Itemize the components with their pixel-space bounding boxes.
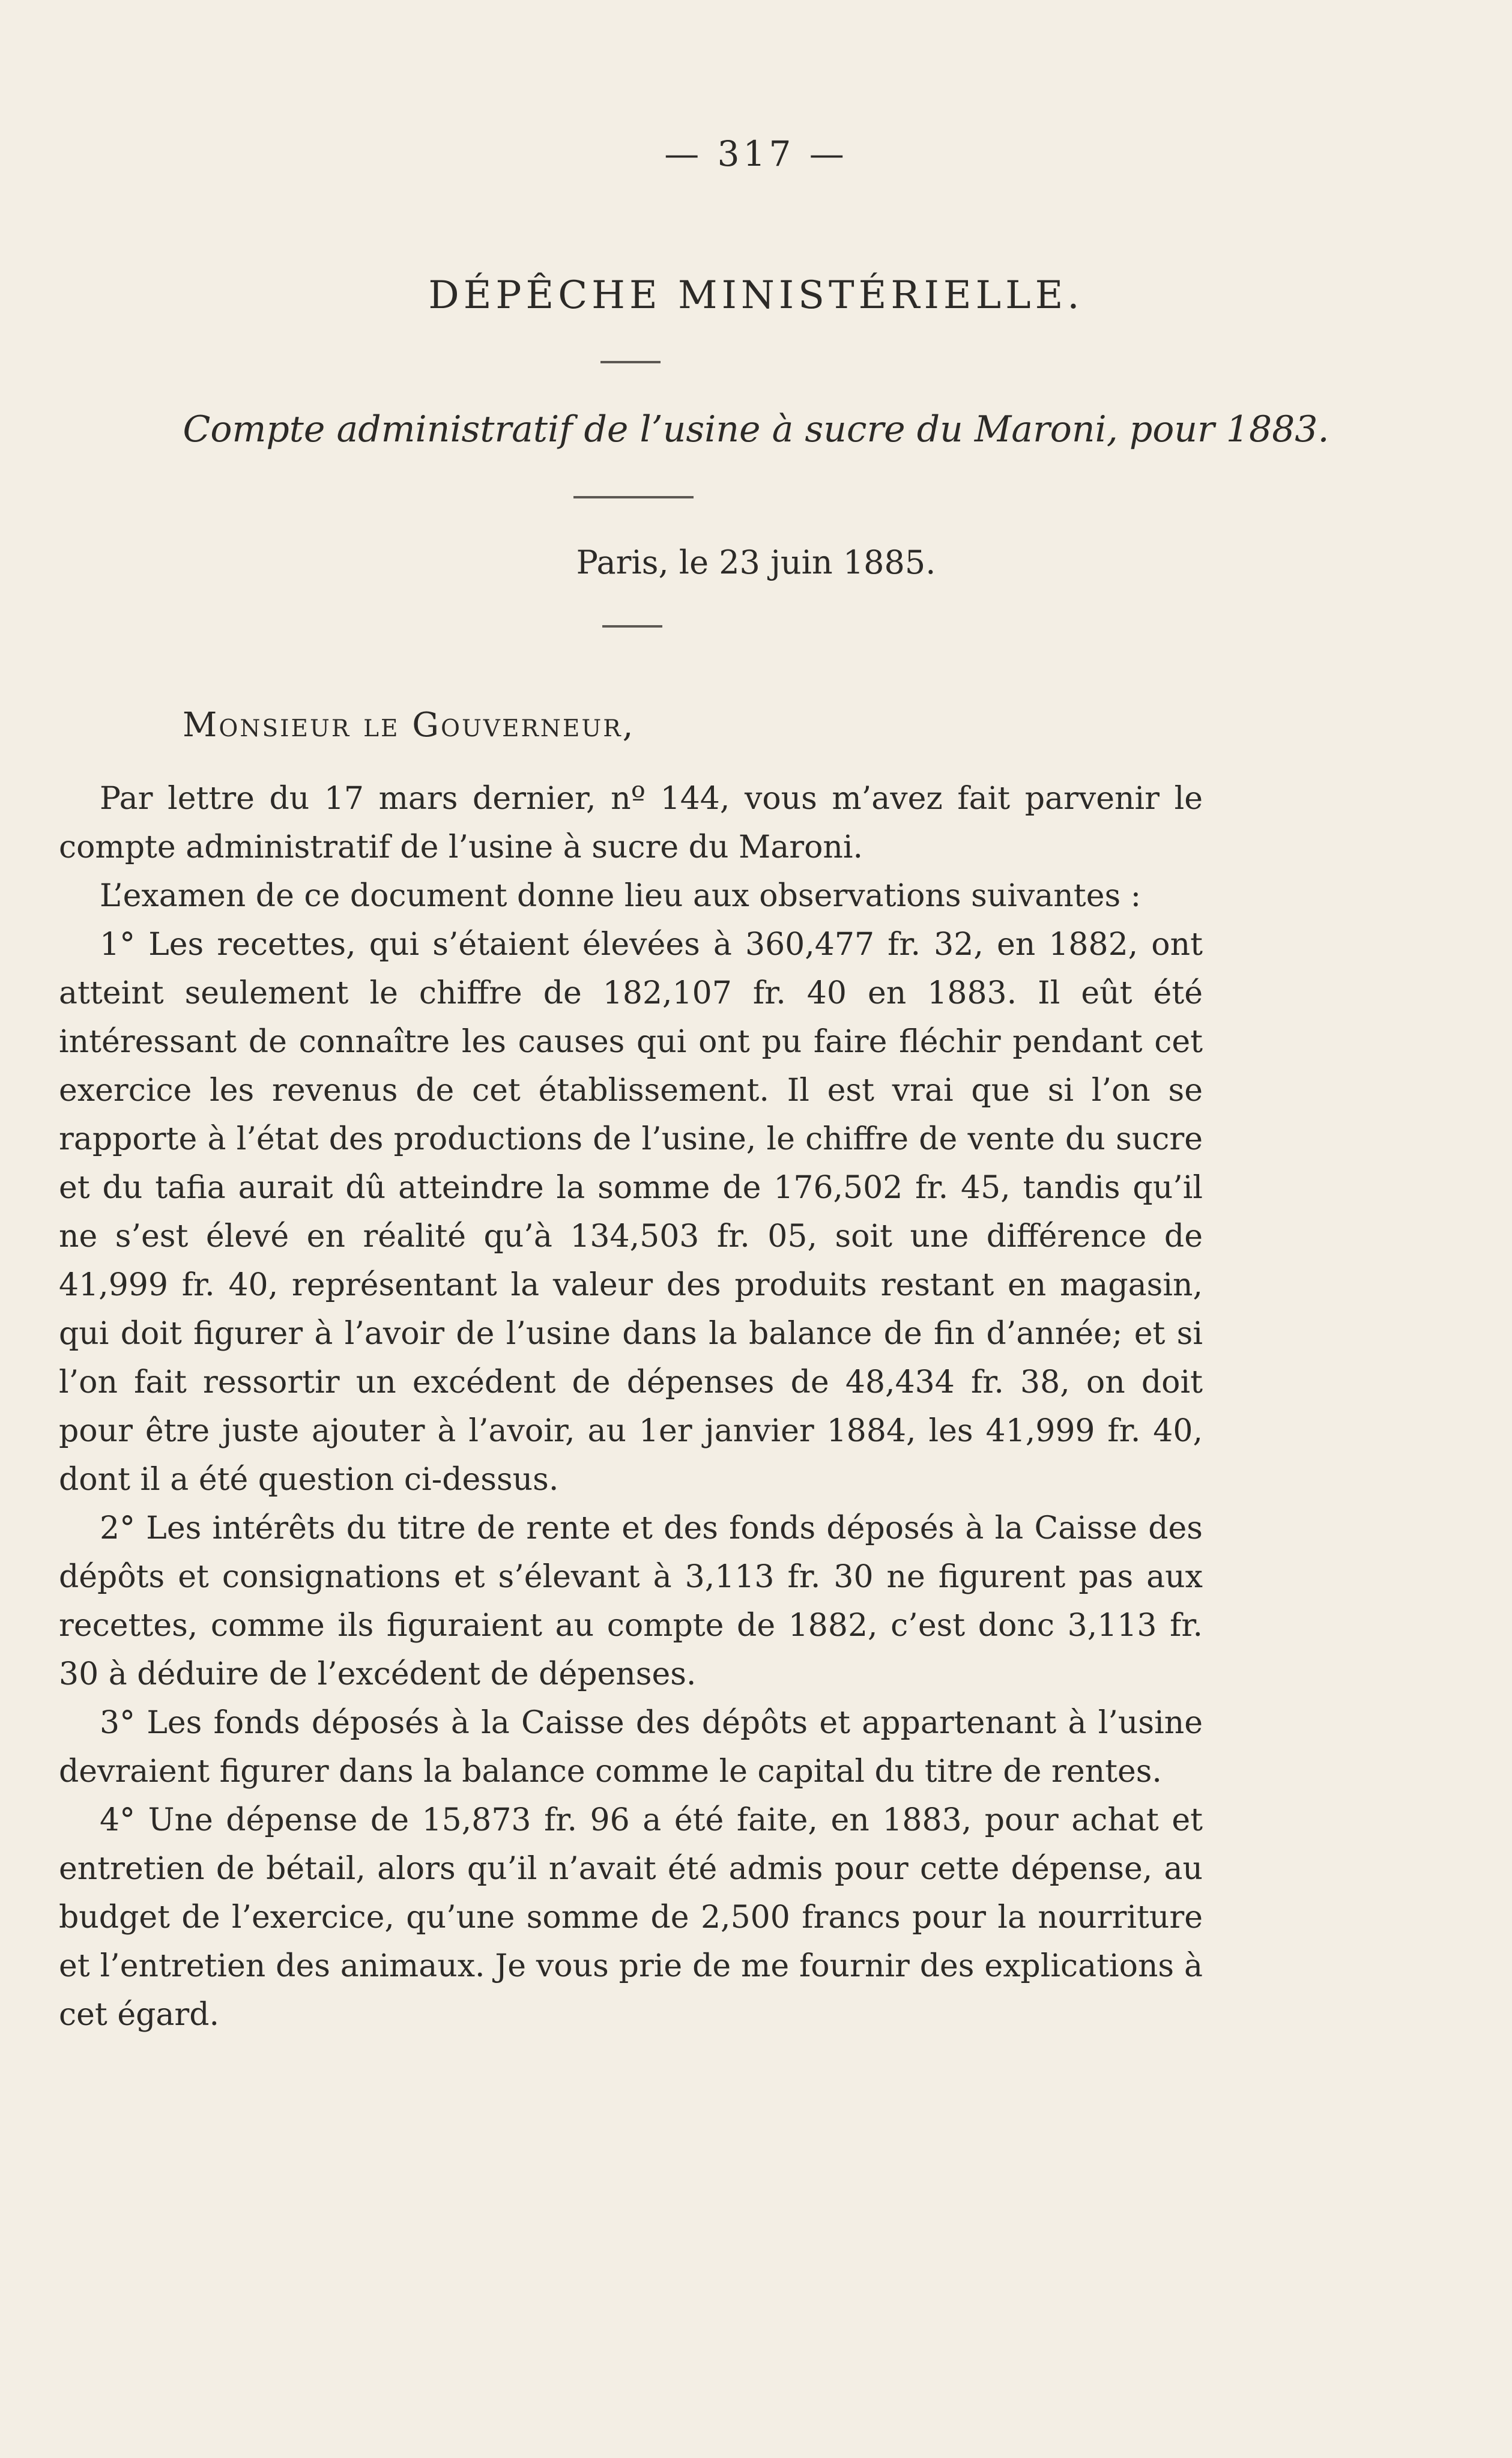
salutation: Monsieur le Gouverneur, bbox=[183, 706, 635, 745]
title-divider bbox=[600, 361, 661, 363]
dateline-divider bbox=[602, 625, 662, 628]
page-number: — 317 — bbox=[664, 133, 848, 174]
letter-body bbox=[59, 775, 1203, 2039]
document-title: DÉPÊCHE MINISTÉRIELLE. bbox=[428, 273, 1084, 318]
dateline: Paris, le 23 juin 1885. bbox=[576, 543, 936, 581]
paragraph-observation-4: 4° Une dépense de 15,873 fr. 96 a été faite, en 1883, pour achat et entretien de bétail, alors qu’il n’avait été admis pour cette dépense, au budget de l’exercice, qu’une somme de 2,500 francs pour la nourriture et l’entretien des animaux. Je vous prie de me fournir des explications à cet égard. bbox=[59, 1802, 1203, 2033]
paragraph-intro: Par lettre du 17 mars dernier, nº 144, vous m’avez fait parvenir le compte administratif de l’usine à sucre du Maroni. bbox=[59, 781, 1203, 865]
paragraph-observation-2: 2° Les intérêts du titre de rente et des fonds déposés à la Caisse des dépôts et consignations et s’élevant à 3,113 fr. 30 ne figurent pas aux recettes, comme ils figuraient au compte de 1882, c’est donc 3,113 fr. 30 à déduire de l’excédent de dépenses. bbox=[59, 1510, 1203, 1692]
document-subtitle: Compte administratif de l’usine à sucre du Maroni, pour 1883. bbox=[183, 408, 1329, 450]
subtitle-divider bbox=[573, 496, 694, 498]
paragraph-observation-3: 3° Les fonds déposés à la Caisse des dépôts et appartenant à l’usine devraient figurer dans la balance comme le capital du titre de rentes. bbox=[59, 1705, 1203, 1790]
paragraph-examen: L’examen de ce document donne lieu aux observations suivantes : bbox=[100, 878, 1142, 914]
paragraph-observation-1: 1° Les recettes, qui s’étaient élevées à 360,477 fr. 32, en 1882, ont atteint seulement le chiffre de 182,107 fr. 40 en 1883. Il eût été intéressant de connaître les causes qui ont pu faire fléchir pendant cet exercice les revenus de cet établissement. Il est vrai que si l’on se rapporte à l’état des productions de l’usine, le chiffre de vente du sucre et du tafia aurait dû atteindre la somme de 176,502 fr. 45, tandis qu’il ne s’est élevé en réalité qu’à 134,503 fr. 05, soit une différence de 41,999 fr. 40, représentant la valeur des produits restant en magasin, qui doit figurer à l’avoir de l’usine dans la balance de fin d’année; et si l’on fait ressortir un excédent de dépenses de 48,434 fr. 38, on doit pour être juste ajouter à l’avoir, au 1er janvier 1884, les 41,999 fr. 40, dont il a été question ci-dessus. bbox=[59, 927, 1203, 1498]
